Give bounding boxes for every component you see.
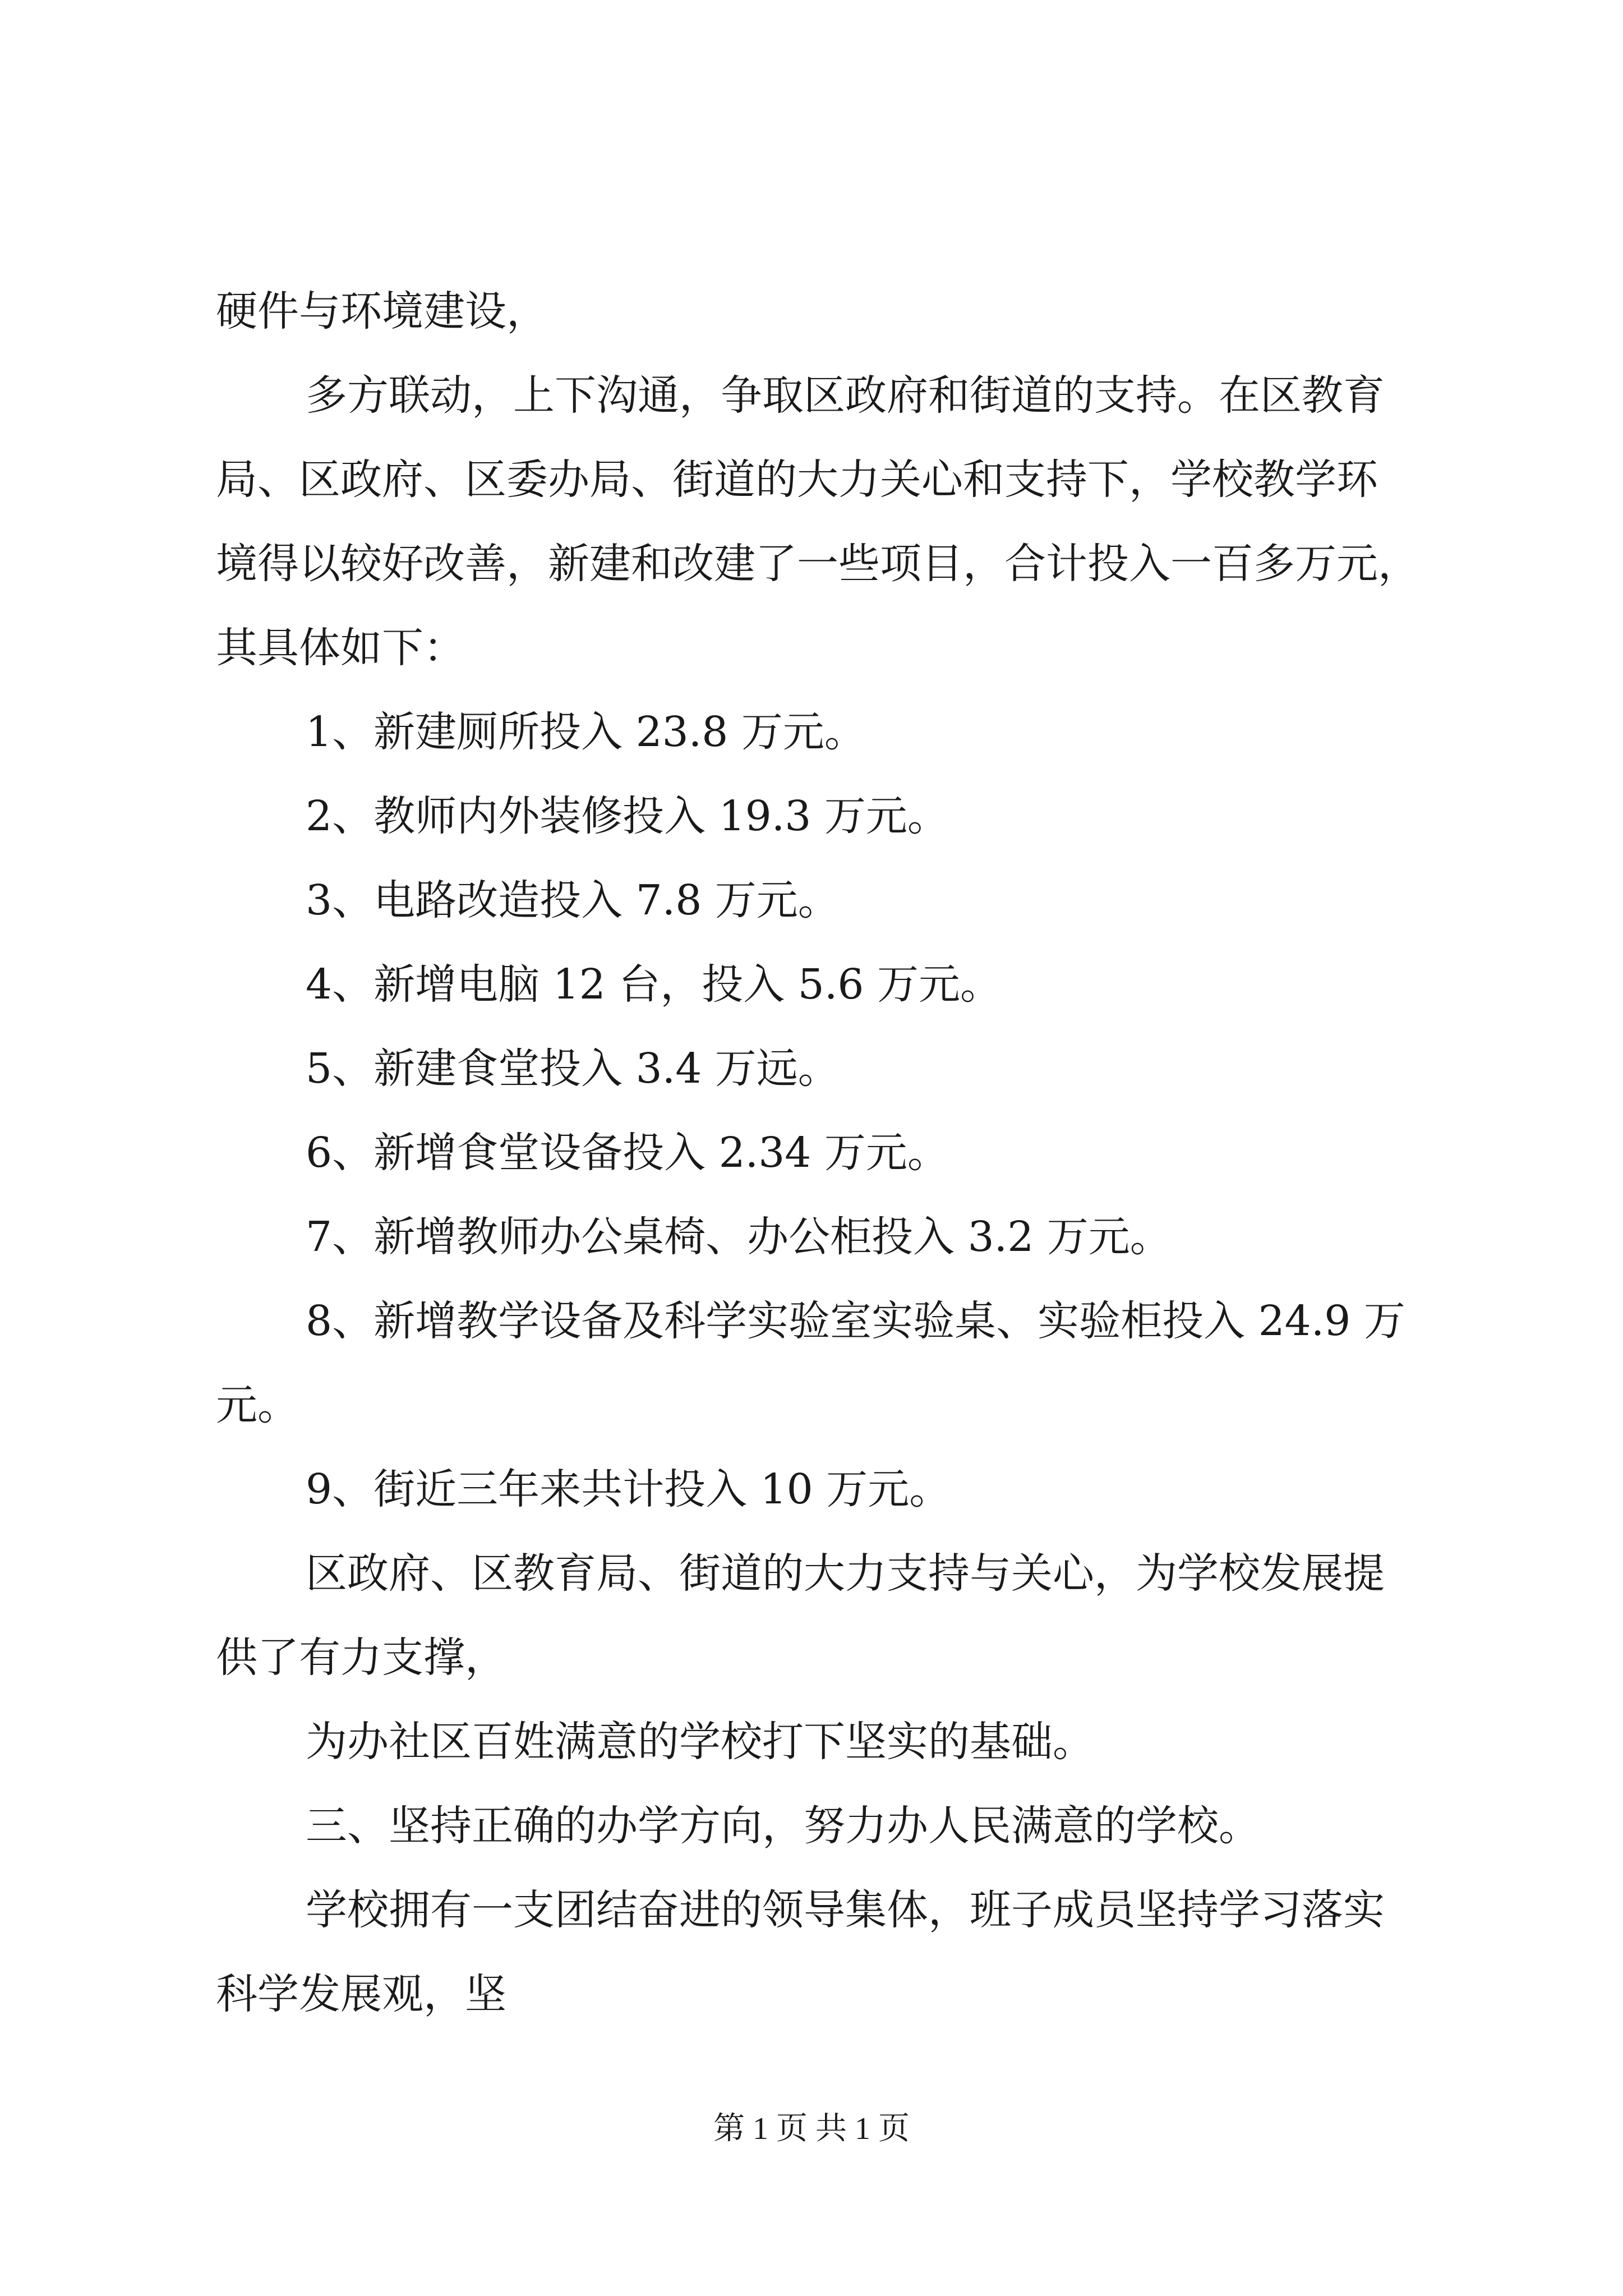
paragraph-line: 多方联动，上下沟通，争取区政府和街道的支持。在区教育 — [306, 371, 1385, 420]
list-item: 2、教师内外装修投入 19.3 万元。 — [306, 792, 949, 840]
paragraph-line: 区政府、区教育局、街道的大力支持与关心，为学校发展提 — [306, 1549, 1385, 1598]
list-item: 6、新增食堂设备投入 2.34 万元。 — [306, 1129, 949, 1177]
list-item: 5、新建食堂投入 3.4 万远。 — [306, 1045, 840, 1093]
paragraph-line: 供了有力支撑， — [216, 1634, 506, 1682]
page-footer — [0, 2106, 1623, 2151]
list-item: 7、新增教师办公桌椅、办公柜投入 3.2 万元。 — [306, 1213, 1172, 1261]
paragraph-line: 其具体如下： — [216, 624, 465, 672]
document-body — [216, 269, 1438, 2036]
list-item: 8、新增教学设备及科学实验室实验桌、实验柜投入 24.9 万 — [306, 1297, 1405, 1345]
paragraph-line: 局、区政府、区委办局、街道的大力关心和支持下，学校教学环 — [216, 455, 1378, 504]
paragraph-line: 学校拥有一支团结奋进的领导集体，班子成员坚持学习落实 — [306, 1886, 1385, 1934]
section-heading: 三、坚持正确的办学方向，努力办人民满意的学校。 — [306, 1802, 1260, 1850]
list-item: 1、新建厕所投入 23.8 万元。 — [306, 708, 866, 756]
list-item: 3、电路改造投入 7.8 万元。 — [306, 876, 840, 924]
list-item: 4、新增电脑 12 台，投入 5.6 万元。 — [306, 960, 1002, 1009]
paragraph-line: 科学发展观，坚 — [216, 1970, 506, 2018]
list-item: 9、街近三年来共计投入 10 万元。 — [306, 1465, 951, 1513]
list-item-continuation: 元。 — [216, 1381, 299, 1429]
paragraph-line: 境得以较好改善，新建和改建了一些项目，合计投入一百多万元， — [216, 540, 1419, 588]
page-number-label: 第 1 页 共 1 页 — [713, 2111, 910, 2146]
paragraph-line: 硬件与环境建设， — [216, 287, 548, 335]
paragraph-line: 为办社区百姓满意的学校打下坚实的基础。 — [306, 1718, 1094, 1766]
